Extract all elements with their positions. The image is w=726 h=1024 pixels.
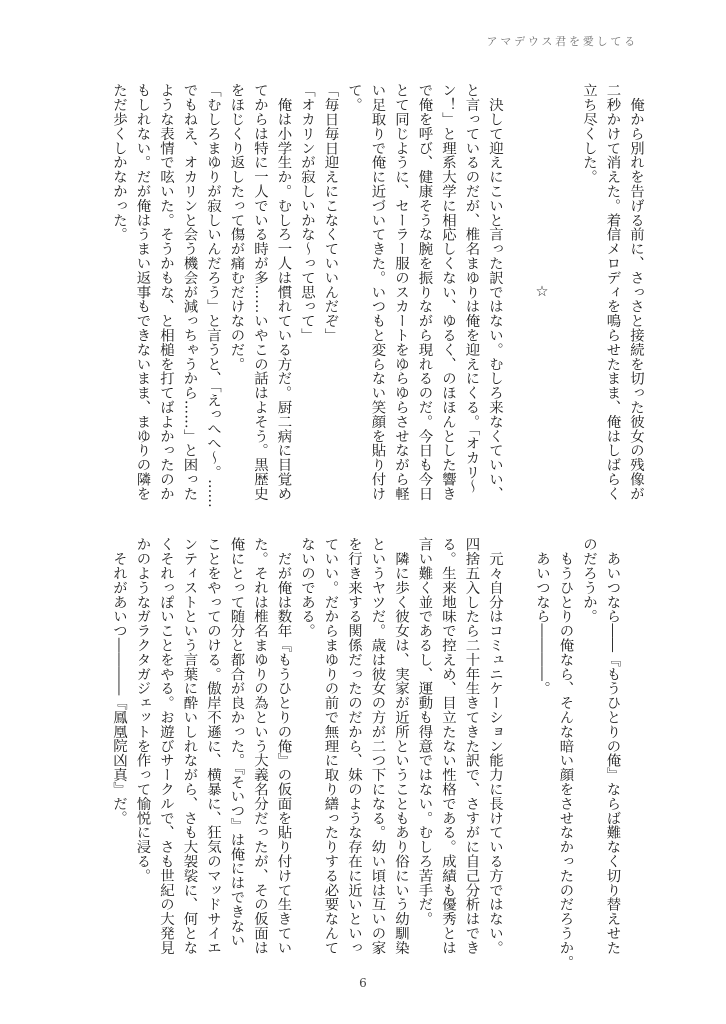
text-line: てからは特に一人でいる時が多……いやこの話はよそう。黒歴史 — [252, 83, 268, 501]
text-line: ンティストという言葉に酔いしれながら、さも大袈裟に、何とな — [181, 537, 198, 955]
text-line: あいつなら――『もうひとりの俺』ならば難なく切り替えせた — [604, 537, 621, 955]
text-line: を行き来する関係だったのだから、妹のような存在に近いといっ — [346, 537, 362, 955]
text-line: い足取りで俺に近づいてきた。いつもと変らない笑顔を貼り付け — [369, 83, 386, 501]
text-line: ン！」と理系大学に相応しくない、ゆるく、のほほんとした響き — [440, 83, 456, 501]
text-line: 隣に歩く彼女は、実家が近所ということもあり俗にいう幼馴染 — [393, 537, 409, 955]
text-line: 二秒かけて消えた。着信メロディを鳴らせたまま、俺はしばらく — [604, 83, 621, 501]
dialogue-line: 「オカリンが寂しいかな〜って思って」 — [299, 83, 315, 343]
text-line: 俺は小学生か。むしろ一人は慣れている方だ。厨二病に目覚め — [275, 83, 292, 501]
text-line: 俺にとって随分と都合が良かった。『そいつ』は俺にはできない — [228, 537, 245, 948]
text-line: た。それは椎名まゆりの為という大義名分だったが、その仮面は — [252, 537, 268, 955]
text-line: ような表情で呟いた。そうかもな、と相槌を打てばよかったのか — [158, 83, 174, 501]
text-line: 言い難く並であるし、運動も得意ではない。むしろ苦手だ。 — [416, 537, 433, 926]
text-line: もしれない。だが俺はうまい返事もできないまま、まゆりの隣を — [134, 83, 151, 501]
text-line: というヤツだ。歳は彼女の方が二つ下になる。幼い頃は互いの家 — [369, 537, 386, 955]
blank-line — [506, 83, 530, 501]
text-line: る。生来地味で控えめ、目立たない性格である。成績も優秀とは — [440, 537, 456, 955]
page-number: 6 — [359, 976, 367, 990]
text-line: だが俺は数年『もうひとりの俺』の仮面を貼り付けて生きてい — [275, 537, 292, 955]
text-line: もうひとりの俺なら、そんな暗い顔をさせなかったのだろうか。 — [557, 537, 574, 969]
top-tier-text-block — [107, 83, 648, 508]
text-line: て。 — [346, 83, 362, 112]
text-line: でもねえ、オカリンと会う機会が減っちゃうから……」と困った — [181, 83, 198, 501]
text-line: ただ歩くしかなかった。 — [111, 83, 127, 242]
text-line: のだろうか。 — [581, 537, 597, 624]
text-line: をほじくり返したって傷が痛むだけなのだ。 — [228, 83, 245, 371]
text-line: ことをやってのける。傲岸不遜に、横暴に、狂気のマッドサイエ — [205, 537, 221, 955]
text-line: 決して迎えにこいと言った訳ではない。むしろ来なくていい、 — [487, 83, 503, 501]
text-line: で俺を呼び、健康そうな腕を振りながら現れるのだ。今日も今日 — [416, 83, 433, 501]
dialogue-line: 「毎日毎日迎えにこなくていいんだぞ」 — [322, 83, 339, 343]
text-line: 四捨五入したら二十年生きてきた訳で、さすがに自己分析はでき — [463, 537, 480, 955]
text-line: かのようなガラクタガジェットを作って愉悦に浸る。 — [134, 537, 151, 883]
dialogue-line: 「むしろまゆりが寂しいんだろう」と言うと、「えっへへ〜。…… — [205, 83, 221, 508]
text-line: それがあいつ――――『鳳凰院凶真』だ。 — [111, 537, 127, 825]
blank-line — [553, 83, 577, 501]
text-line: ないのである。 — [299, 537, 315, 638]
text-line: ていい。だからまゆりの前で無理に取り繕ったりする必要なんて — [322, 537, 339, 955]
text-line: とて同じように、セーラー服のスカートをゆらゆらさせながら軽 — [393, 83, 409, 501]
text-line: 立ち尽くした。 — [581, 83, 597, 184]
text-line: と言っているのだが、椎名まゆりは俺を迎えにくる。「オカリ〜 — [463, 83, 480, 494]
text-line: 俺から別れを告げる前に、さっさと接続を切った彼女の残像が — [628, 83, 644, 501]
text-line: 元々自分はコミュニケーション能力に長けている方ではない。 — [487, 537, 503, 955]
text-line: あいつなら――――。 — [534, 537, 550, 696]
section-break-star-icon: ☆ — [534, 283, 550, 300]
blank-line — [624, 537, 648, 955]
blank-line — [506, 537, 530, 955]
text-line: くそれっぽいことをやる。お遊びサークルで、さも世紀の大発見 — [158, 537, 174, 955]
running-header: アマデウス君を愛してる — [486, 35, 638, 48]
bottom-tier-text-block — [107, 537, 648, 969]
